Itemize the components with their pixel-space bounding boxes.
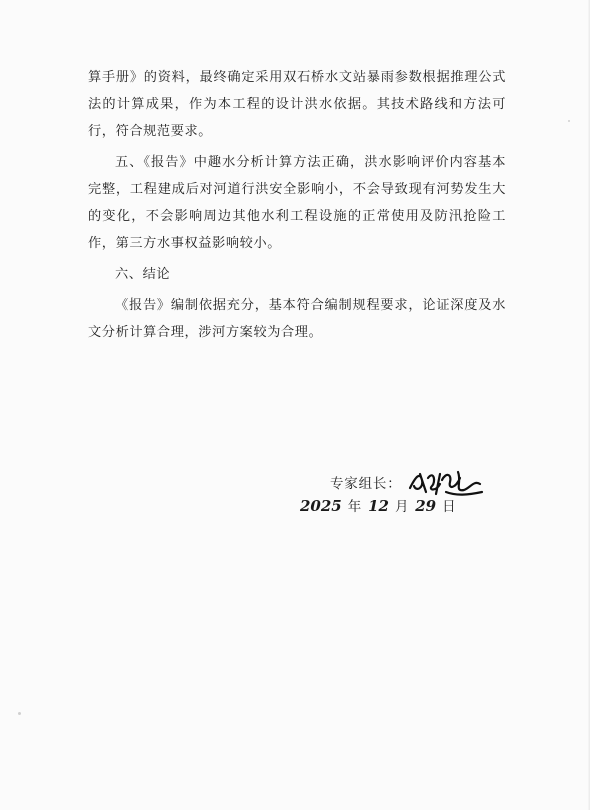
signature-date	[300, 495, 462, 515]
scan-speck	[568, 120, 570, 122]
date-day: 29	[415, 497, 437, 515]
section-heading-conclusion: 六、结论	[115, 267, 171, 282]
scan-speck	[18, 712, 21, 715]
date-month: 12	[368, 497, 389, 515]
date-day-label: 日	[442, 499, 457, 515]
date-month-label: 月	[394, 499, 410, 515]
document-body	[88, 64, 506, 350]
date-year-label: 年	[347, 499, 363, 515]
paragraph-continuation: 算手册》的资料，最终确定采用双石桥水文站暴雨参数根据推理公式法的计算成果，作为本工程的设计洪水依据。其技术路线和方法可行，符合规范要求。	[88, 70, 506, 139]
signature-label: 专家组长：	[330, 476, 402, 492]
paragraph-conclusion: 《报告》编制依据充分，基本符合编制规程要求，论证深度及水文分析计算合理，涉河方案较为合理。	[88, 298, 506, 340]
paragraph-section-five: 五、《报告》中趣水分析计算方法正确，洪水影响评价内容基本完整，工程建成后对河道行洪安全影响小，不会导致现有河势发生大的变化，不会影响周边其他水利工程设施的正常使用及防汛抢险工作，第三方水事权益影响较小。	[88, 155, 506, 251]
date-year: 2025	[300, 497, 342, 515]
